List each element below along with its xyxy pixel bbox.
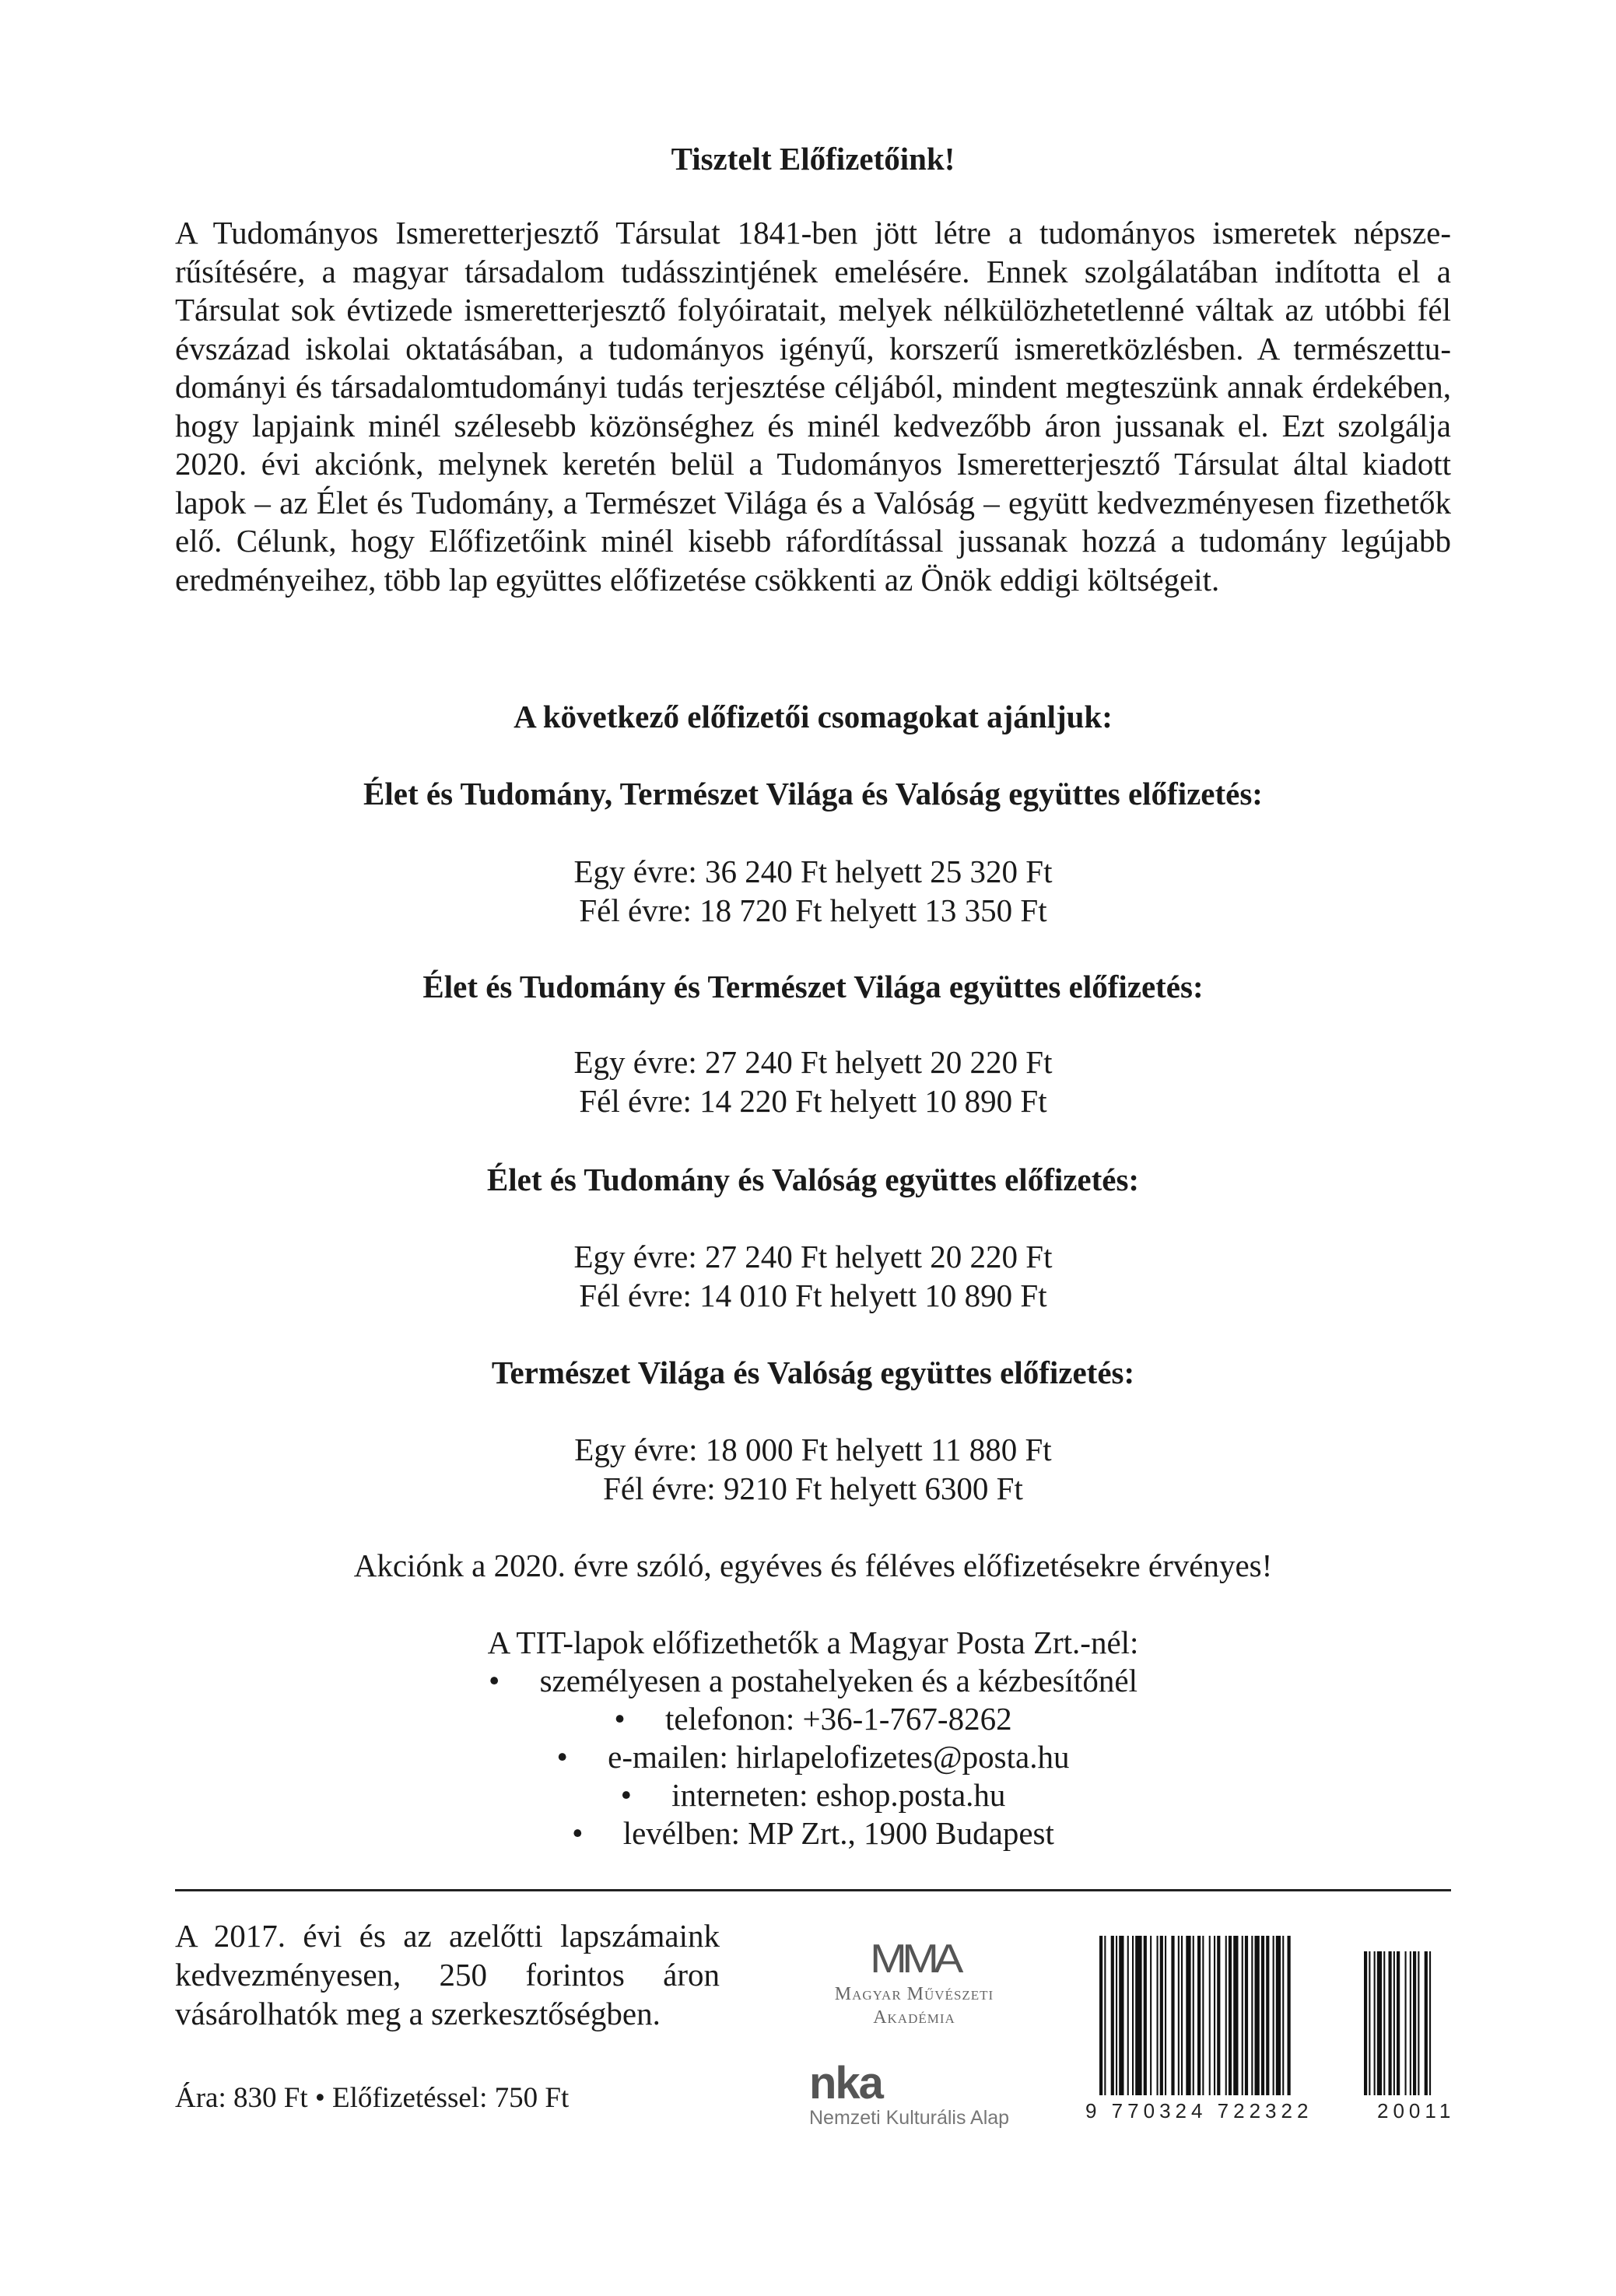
barcode-bar [1178,1936,1180,2095]
barcode-bar [1186,1936,1190,2095]
barcode-bar [1209,1936,1211,2095]
nka-name: Nemzeti Kulturális Alap [809,2107,1010,2129]
barcode-addon-bar [1410,1951,1411,2095]
bullet: • [620,1777,632,1813]
barcode-bar [1197,1936,1201,2095]
package-1-year-price: Egy évre: 36 240 Ft helyett 25 320 Ft [573,854,1053,889]
contact-item [175,1776,1451,1814]
mma-name-line1: Magyar Művészeti [834,1984,994,2004]
barcode-bar [1111,1936,1114,2095]
barcode-bar [1229,1936,1232,2095]
cover-price: Ára: 830 Ft • Előfizetéssel: 750 Ft [175,2082,570,2114]
package-4-half-price: Fél évre: 9210 Ft helyett 6300 Ft [603,1470,1023,1506]
barcode-bar [1217,1936,1220,2095]
package-3-year-price: Egy évre: 27 240 Ft helyett 20 220 Ft [573,1239,1053,1274]
barcode-addon-bar [1383,1951,1385,2095]
package-2-title: Élet és Tudomány és Természet Világa együttes előfizetés: [422,969,1204,1004]
barcode-bar [1282,1936,1284,2095]
barcode-addon-bar [1393,1951,1395,2095]
barcode-bar [1225,1936,1227,2095]
barcode-bar [1150,1936,1152,2095]
barcode-bar [1288,1936,1291,2095]
barcode-addon-bar [1374,1951,1376,2095]
barcode-bar [1261,1936,1264,2095]
barcode-bar [1255,1936,1260,2095]
barcode-bar [1119,1936,1123,2095]
barcode-bar [1193,1936,1194,2095]
nka-logo [809,2058,1074,2129]
barcode-bar [1202,1936,1204,2095]
barcode-bar [1266,1936,1269,2095]
contact-item [175,1738,1451,1776]
nka-logo-mark: nka [809,2058,882,2108]
mma-logo-mark: MMA [870,1937,959,1982]
barcode-bar [1157,1936,1159,2095]
barcode-bar [1273,1936,1274,2095]
barcode-bar [1127,1936,1129,2095]
package-4-year-price: Egy évre: 18 000 Ft helyett 11 880 Ft [574,1432,1052,1467]
barcode-addon-bar [1418,1951,1419,2095]
contact-web: interneten: eshop.posta.hu [671,1777,1006,1813]
barcode-bar [1132,1936,1134,2095]
barcode-bars [1099,1936,1451,2095]
package-2-prices [175,1043,1451,1120]
intro-paragraph: A Tudományos Ismeretterjesztő Társulat 1841-ben jött létre a tudományos ismeretek népszerűsítésére, a magyar társadalom tudásszintjének emelésére. Ennek szolgálatában indította el a Társulat sok évtizede ismeretterjesztő folyóiratait, melyek nélkülözhetetlenné váltak az utóbbi fél évszázad iskolai oktatásában, a tudományos igényű, korszerű ismeretközlésben. A természettudományi és társadalomtudományi tudás terjesztése céljából, mindent megteszünk annak érdekében, hogy lapjaink minél szélesebb közönséghez és minél kedvezőbb áron jussanak el. Ezt szolgálja 2020. évi akciónk, melynek keretén belül a Tudományos Ismeretterjesztő Társulat által kiadott lapok – az Élet és Tudomány, a Természet Világa és a Valóság – együtt kedvezményesen fizethetők elő. Célunk, hogy Előfizetőink minél kisebb ráfordítással jussanak hozzá a tudomány legújabb eredményeihez, több lap együttes előfizetése csökkenti az Önök eddigi költségeit. [175,215,1451,598]
barcode-bar [1242,1936,1243,2095]
package-1-half-price: Fél évre: 18 720 Ft helyett 13 350 Ft [579,892,1047,928]
barcode-addon-bar [1377,1951,1382,2095]
contact-item [175,1814,1451,1853]
contact-phone: telefonon: +36-1-767-8262 [665,1701,1012,1737]
package-3-title: Élet és Tudomány és Valóság együttes előfizetés: [486,1162,1140,1197]
barcode-addon-bar [1389,1951,1392,2095]
bullet: • [572,1815,584,1851]
bullet: • [488,1663,500,1698]
barcode-addon-bar [1413,1951,1416,2095]
contact-item [175,1700,1451,1738]
barcode-addon-bar [1397,1951,1400,2095]
contact-personal: személyesen a postahelyeken és a kézbesítőnél [539,1663,1138,1698]
subscription-contact [175,1624,1451,1853]
footer-divider [175,1889,1451,1891]
packages-heading: A következő előfizetői csomagokat ajánljuk: [514,699,1113,734]
barcode-bar [1135,1936,1141,2095]
validity-note: Akciónk a 2020. évre szóló, egyéves és féléves előfizetésekre érvényes! [353,1548,1273,1583]
barcode-bar [1116,1936,1117,2095]
package-4-prices [175,1430,1451,1508]
barcode-bar [1160,1936,1163,2095]
barcode-main-digits: 9 770324 722322 [1085,2099,1313,2122]
page-title: Tisztelt Előfizetőink! [671,141,955,177]
barcode-addon-bar [1425,1951,1428,2095]
mma-logo [809,1936,1019,2029]
barcode-bar [1233,1936,1238,2095]
bullet: • [614,1701,626,1737]
barcode-addon-bar [1369,1951,1370,2095]
package-4-title: Természet Világa és Valóság együttes előfizetés: [491,1355,1135,1390]
contact-item [175,1662,1451,1700]
package-3-half-price: Fél évre: 14 010 Ft helyett 10 890 Ft [579,1278,1047,1313]
barcode-bar [1171,1936,1174,2095]
barcode-addon-digits: 20011 [1377,2099,1456,2122]
barcode-bar [1104,1936,1106,2095]
contact-email: e-mailen: hirlapelofizetes@posta.hu [608,1739,1070,1775]
package-1-prices [175,852,1451,930]
package-1-title: Élet és Tudomány, Természet Világa és Valóság együttes előfizetés: [363,776,1263,811]
barcode-addon-bar [1364,1951,1367,2095]
barcode-addon-bar [1405,1951,1407,2095]
contact-mail: levélben: MP Zrt., 1900 Budapest [622,1815,1054,1851]
barcode-bar [1276,1936,1281,2095]
barcode-addon-bar [1429,1951,1431,2095]
back-issues-note: A 2017. évi és az azelőtti lapszámaink kedvezményesen, 250 forintos áron vásárolhatók meg a szerkesztőségben. [175,1918,720,2031]
package-2-year-price: Egy évre: 27 240 Ft helyett 20 220 Ft [573,1044,1053,1080]
package-2-half-price: Fél évre: 14 220 Ft helyett 10 890 Ft [579,1083,1047,1119]
barcode-bar [1165,1936,1166,2095]
barcode-bar [1214,1936,1215,2095]
bullet: • [556,1739,568,1775]
contact-heading: A TIT-lapok előfizethetők a Magyar Posta Zrt.-nél: [487,1625,1139,1660]
barcode-bar [1245,1936,1248,2095]
barcode-bar [1099,1936,1102,2095]
mma-name-line2: Akadémia [873,2007,955,2028]
barcode-bar [1144,1936,1147,2095]
barcode-bar [1181,1936,1183,2095]
package-3-prices [175,1237,1451,1315]
barcode-bar [1251,1936,1253,2095]
barcode [1099,1936,1451,2116]
